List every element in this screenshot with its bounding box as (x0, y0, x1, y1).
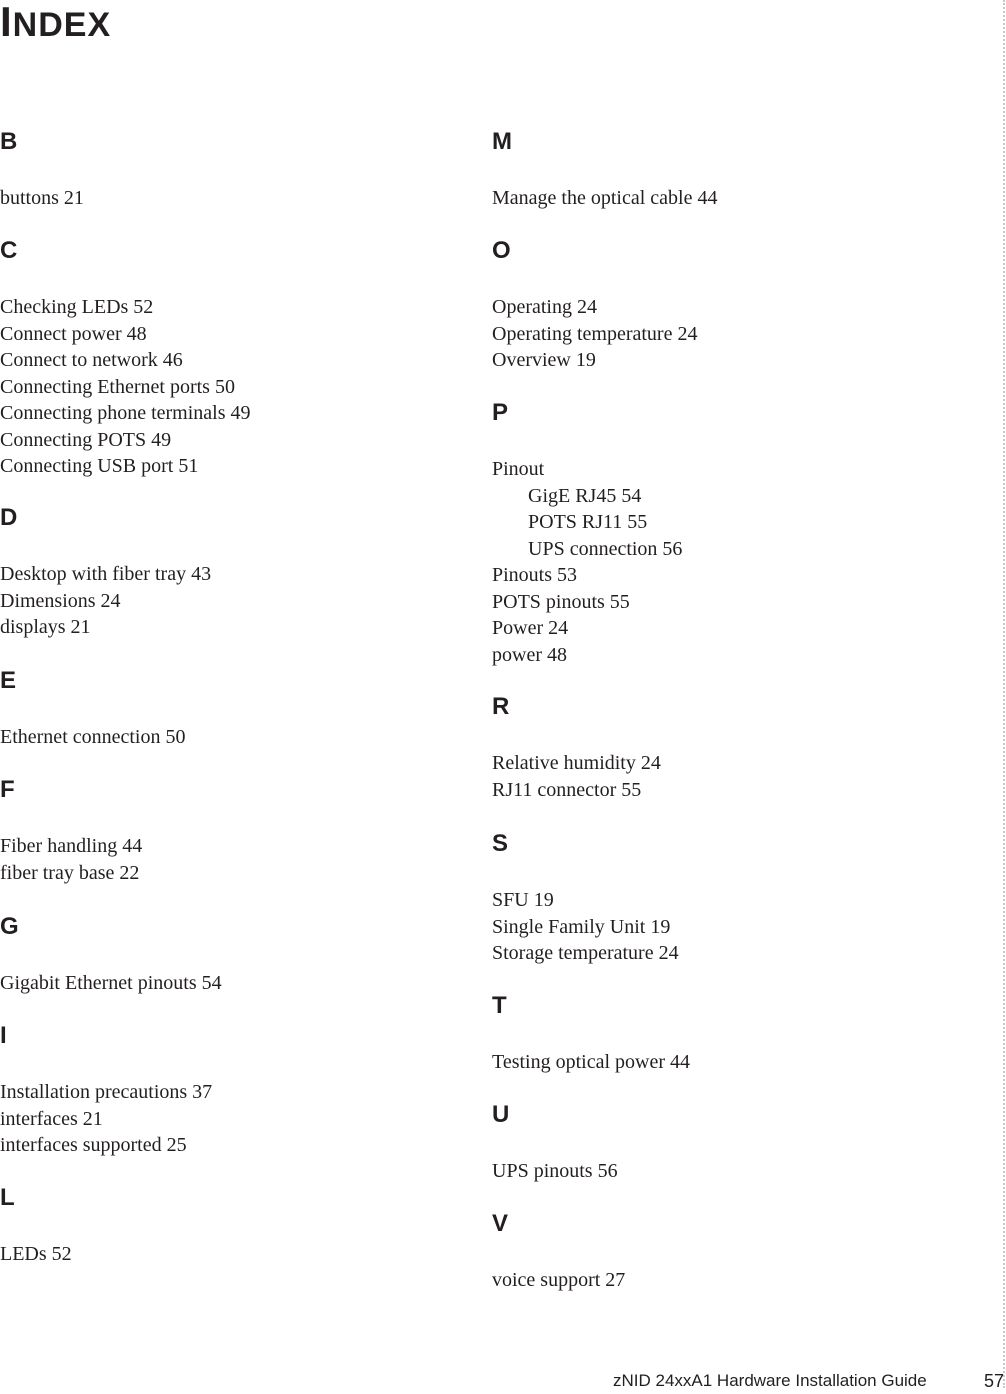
page-footer (613, 1370, 1006, 1394)
index-entry: voice support 27 (492, 1269, 626, 1291)
index-entry: buttons 21 (0, 187, 84, 209)
index-subentry: GigE RJ45 54 (528, 484, 642, 507)
index-entry: Checking LEDs 52 (0, 296, 154, 318)
index-letter-heading: O (492, 237, 511, 264)
index-entry: Desktop with fiber tray 43 (0, 563, 212, 585)
page-edge-dotted-line (1003, 0, 1005, 1388)
index-letter-heading: C (0, 237, 18, 264)
page-title (0, 0, 111, 49)
index-letter-heading: M (492, 128, 512, 155)
index-entry: LEDs 52 (0, 1243, 72, 1265)
index-entry: Power 24 (492, 617, 569, 639)
index-entry: Single Family Unit 19 (492, 915, 671, 938)
index-letter-heading: S (492, 830, 509, 857)
index-entry: Pinouts 53 (492, 564, 578, 586)
index-entry: Ethernet connection 50 (0, 726, 186, 748)
index-letter-heading: D (0, 504, 18, 531)
footer-page-number: 57 (984, 1371, 1005, 1391)
index-entry: Operating temperature 24 (492, 322, 698, 345)
index-entry: Fiber handling 44 (0, 835, 143, 857)
index-entry: Operating 24 (492, 296, 597, 318)
index-letter-heading: P (492, 399, 509, 426)
index-entry: Connecting phone terminals 49 (0, 402, 251, 424)
index-entry: Connect to network 46 (0, 349, 183, 371)
index-subentry: POTS RJ11 55 (528, 511, 648, 533)
index-entry: Dimensions 24 (0, 589, 121, 612)
footer-guide-title: zNID 24xxA1 Hardware Installation Guide (613, 1371, 927, 1390)
index-entry: Pinout (492, 458, 545, 480)
index-entry: Storage temperature 24 (492, 942, 679, 964)
index-entry: Gigabit Ethernet pinouts 54 (0, 972, 222, 994)
index-entry: displays 21 (0, 616, 91, 638)
index-entry: Relative humidity 24 (492, 752, 661, 774)
index-entry: Connecting POTS 49 (0, 428, 172, 451)
index-letter-heading: F (0, 776, 15, 803)
index-entry: Overview 19 (492, 349, 596, 371)
index-entry: Testing optical power 44 (492, 1051, 690, 1073)
index-letter-heading: T (492, 992, 507, 1019)
index-subentry: UPS connection 56 (528, 537, 683, 560)
index-entry: RJ11 connector 55 (492, 778, 642, 801)
index-letter-heading: B (0, 128, 18, 155)
index-entry: interfaces supported 25 (0, 1134, 187, 1156)
index-entry: Manage the optical cable 44 (492, 187, 718, 209)
index-letter-heading: R (492, 693, 510, 720)
index-entry: Installation precautions 37 (0, 1081, 213, 1103)
index-entry: UPS pinouts 56 (492, 1160, 618, 1182)
index-entry: POTS pinouts 55 (492, 590, 630, 613)
index-letter-heading: L (0, 1184, 15, 1211)
index-entry: power 48 (492, 643, 567, 666)
index-entry: Connecting USB port 51 (0, 455, 199, 477)
index-letter-heading: I (0, 1022, 7, 1049)
index-letter-heading: E (0, 667, 17, 694)
index-letter-heading: U (492, 1101, 510, 1128)
index-letter-heading: G (0, 913, 19, 940)
index-entry: SFU 19 (492, 889, 554, 911)
index-entry: interfaces 21 (0, 1107, 103, 1130)
page-title-rest: NDEX (12, 6, 112, 44)
page-title-initial: I (0, 0, 13, 45)
index-letter-heading: V (492, 1210, 509, 1237)
index-entry: fiber tray base 22 (0, 861, 140, 884)
index-entry: Connecting Ethernet ports 50 (0, 375, 235, 398)
index-entry: Connect power 48 (0, 322, 147, 345)
